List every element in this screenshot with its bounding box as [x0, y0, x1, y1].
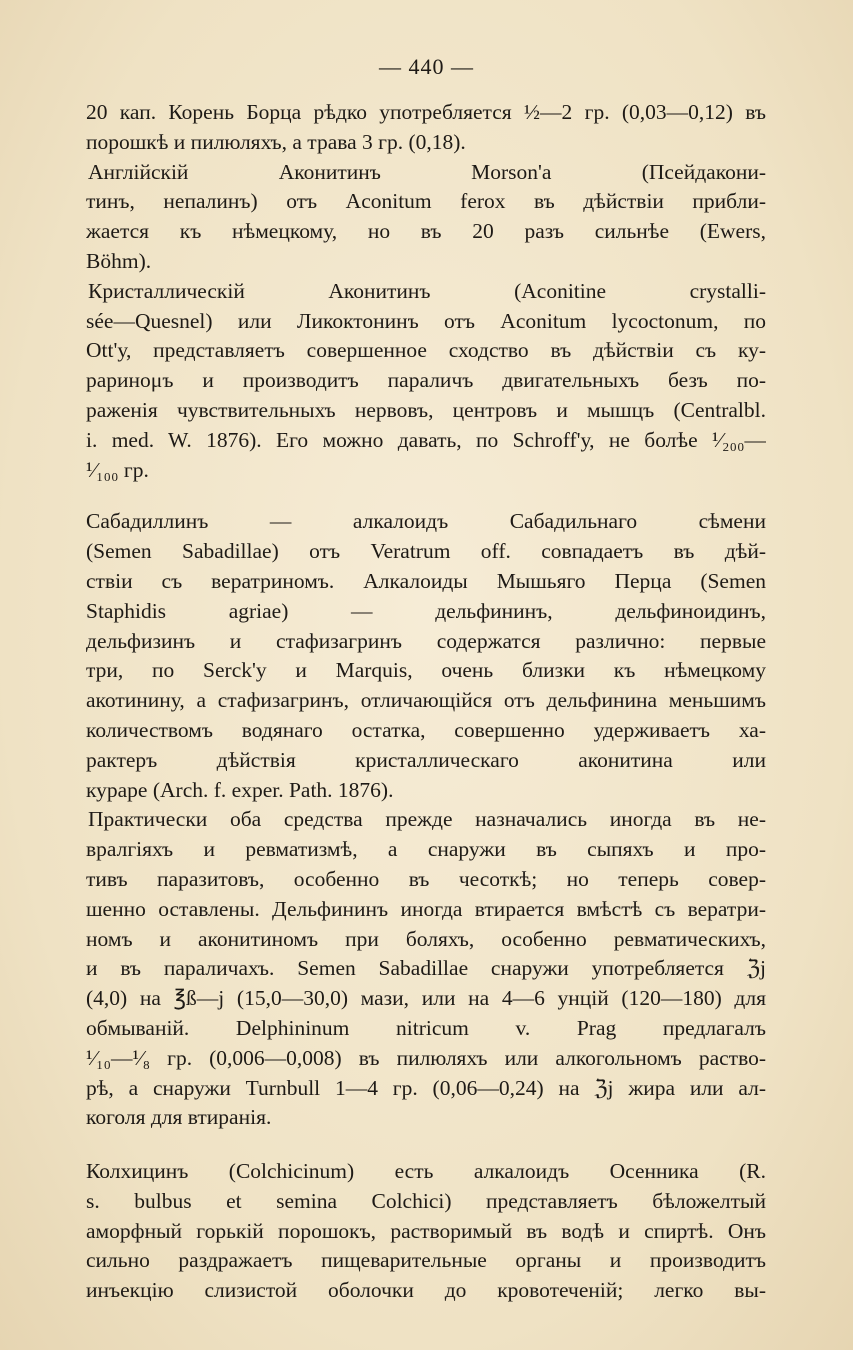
text-line: (4,0) на ℥ß—j (15,0—30,0) мази, или на 4—6 унцій (120—180) для [86, 986, 766, 1011]
text-line: раринομъ и производитъ параличъ двигательныхъ безъ по- [86, 368, 766, 393]
page-number: — 440 — [379, 54, 474, 79]
text-line: аморфный горькій порошокъ, растворимый въ водѣ и спиртѣ. Онъ [86, 1218, 766, 1243]
text-line: тинъ, непалинъ) отъ Aconitum ferox въ дѣйствіи прибли- [86, 189, 766, 214]
text-line: кураре (Arch. f. exper. Path. 1876). [86, 777, 394, 802]
text-line: ¹⁄₁₀₀ гр. [86, 457, 149, 482]
text-line: тивъ паразитовъ, особенно въ чесоткѣ; но теперь совер- [86, 866, 766, 891]
text-line: инъекцію слизистой оболочки до кровотеченій; легко вы- [86, 1278, 766, 1303]
text-line: Staphidis agriae) — дельфининъ, дельфиноидинъ, [86, 598, 766, 623]
text-line: раженія чувствительныхъ нервовъ, центровъ и мышцъ (Centralbl. [86, 397, 766, 422]
text-line: сильно раздражаетъ пищеварительные органы и производитъ [86, 1248, 766, 1273]
text-line: Кристаллическій Аконитинъ (Aconitine crystalli- [88, 278, 766, 303]
text-line: обмываній. Delphininum nitricum v. Prag предлагалъ [86, 1015, 766, 1040]
text-line: ¹⁄₁₀—¹⁄₈ гр. (0,006—0,008) въ пилюляхъ или алкогольномъ раство- [86, 1045, 766, 1070]
text-line: Сабадиллинъ — алкалоидъ Сабадильнаго сѣмени [86, 509, 766, 534]
text-line: акотинину, а стафизагринъ, отличающійся отъ дельфинина меньшимъ [86, 688, 766, 713]
text-line: Колхицинъ (Colchicinum) есть алкалоидъ Осенника (R. [86, 1159, 766, 1184]
text-line: количествомъ водянаго остатка, совершенно удерживаетъ ха- [86, 717, 766, 742]
text-line: и въ параличахъ. Semen Sabadillae снаружи употребляется ℨj [86, 956, 766, 981]
text-line: Ott'у, представляетъ совершенное сходство въ дѣйствіи съ ку- [86, 338, 766, 363]
text-line: коголя для втиранія. [86, 1105, 272, 1130]
text-line: вралгіяхъ и ревматизмѣ, а снаружи въ сыпяхъ и про- [86, 837, 766, 862]
text-line: Англійскій Аконитинъ Morson'a (Псейдакони- [88, 159, 766, 184]
text-line: номъ и аконитиномъ при боляхъ, особенно ревматическихъ, [86, 926, 766, 951]
text-line: рактеръ дѣйствія кристаллическаго аконитина или [86, 747, 766, 772]
text-line: три, по Serck'у и Marquis, очень близки къ нѣмецкому [86, 658, 766, 683]
text-line: i. med. W. 1876). Его можно давать, по Schroff'у, не болѣе ¹⁄₂₀₀— [86, 427, 766, 452]
text-line: шенно оставлены. Дельфининъ иногда втирается вмѣстѣ съ вератри- [86, 896, 766, 921]
text-line: ствіи съ вератриномъ. Алкалоиды Мышьяго Перца (Semen [86, 568, 766, 593]
text-line: Практически оба средства прежде назначались иногда въ не- [88, 807, 766, 832]
text-line: Böhm). [86, 248, 152, 273]
text-line: рѣ, а снаружи Turnbull 1—4 гр. (0,06—0,24) на ℨj жира или ал- [86, 1075, 766, 1100]
text-line: (Semen Sabadillae) отъ Veratrum off. совпадаетъ въ дѣй- [86, 539, 766, 564]
text-line: порошкѣ и пилюляхъ, а трава 3 гр. (0,18). [86, 129, 466, 154]
text-line: s. bulbus et semina Colchici) представляетъ бѣложелтый [86, 1188, 766, 1213]
text-line: дельфизинъ и стафизагринъ содержатся различно: первые [86, 628, 766, 653]
text-line: жается къ нѣмецкому, но въ 20 разъ сильнѣе (Ewers, [86, 219, 766, 244]
text-line: sée—Quesnel) или Ликоктонинъ отъ Aconitum lycoctonum, по [86, 308, 766, 333]
body-text [86, 98, 766, 1306]
text-line: 20 кап. Корень Борца рѣдко употребляется ½—2 гр. (0,03—0,12) въ [86, 100, 766, 124]
